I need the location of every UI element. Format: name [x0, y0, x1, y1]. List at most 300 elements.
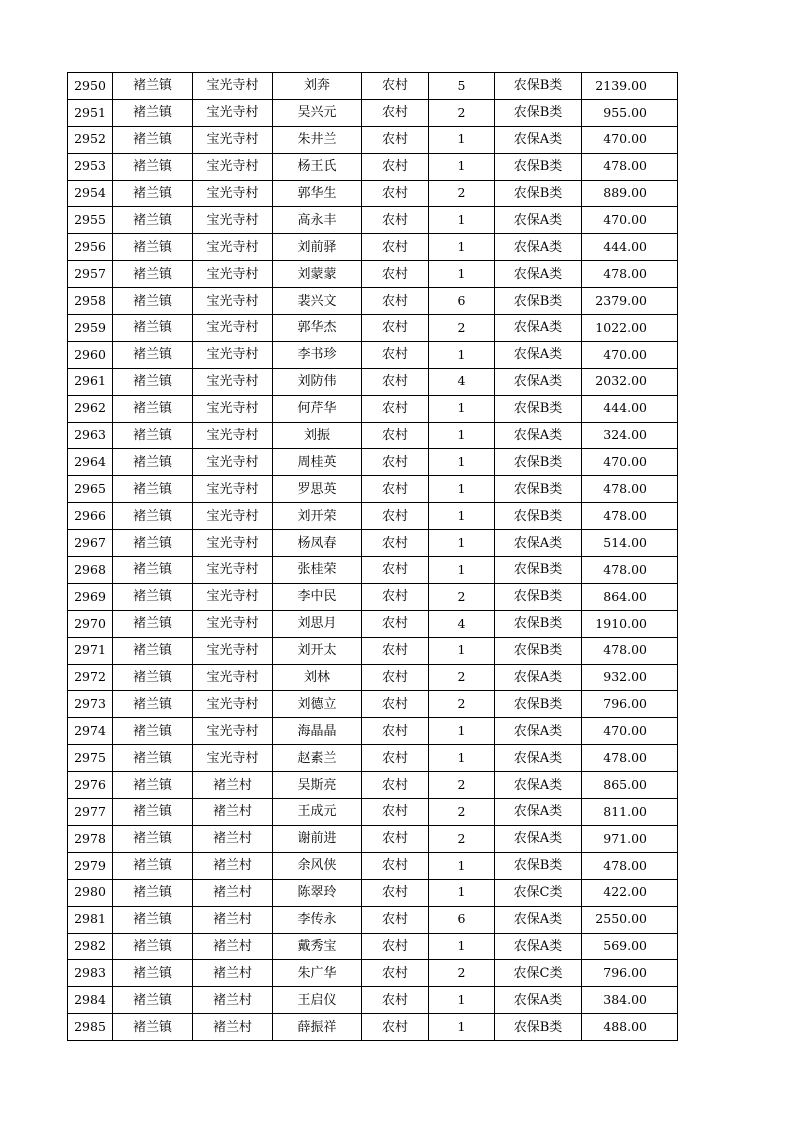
row-number: 2978 [68, 825, 113, 852]
table-row [68, 691, 678, 718]
town-cell: 褚兰镇 [113, 422, 193, 449]
village-cell: 宝光寺村 [193, 503, 273, 530]
category-cell: 农保B类 [495, 99, 582, 126]
table-row [68, 960, 678, 987]
member-count-cell: 1 [429, 852, 495, 879]
town-cell: 褚兰镇 [113, 933, 193, 960]
row-number: 2968 [68, 557, 113, 584]
row-number: 2972 [68, 664, 113, 691]
table-row [68, 476, 678, 503]
household-type-cell: 农村 [362, 153, 429, 180]
town-cell: 褚兰镇 [113, 960, 193, 987]
member-count-cell: 2 [429, 583, 495, 610]
village-cell: 宝光寺村 [193, 180, 273, 207]
row-number: 2980 [68, 879, 113, 906]
member-count-cell: 2 [429, 799, 495, 826]
amount-cell: 444.00 [582, 395, 678, 422]
table-row [68, 503, 678, 530]
table-row [68, 395, 678, 422]
name-cell: 刘蒙蒙 [273, 261, 362, 288]
amount-cell: 478.00 [582, 261, 678, 288]
amount-cell: 470.00 [582, 341, 678, 368]
category-cell: 农保C类 [495, 879, 582, 906]
row-number: 2953 [68, 153, 113, 180]
household-type-cell: 农村 [362, 637, 429, 664]
town-cell: 褚兰镇 [113, 395, 193, 422]
member-count-cell: 1 [429, 449, 495, 476]
village-cell: 宝光寺村 [193, 288, 273, 315]
name-cell: 周桂英 [273, 449, 362, 476]
row-number: 2985 [68, 1014, 113, 1041]
village-cell: 褚兰村 [193, 825, 273, 852]
member-count-cell: 2 [429, 772, 495, 799]
household-type-cell: 农村 [362, 395, 429, 422]
member-count-cell: 1 [429, 126, 495, 153]
town-cell: 褚兰镇 [113, 557, 193, 584]
household-type-cell: 农村 [362, 422, 429, 449]
name-cell: 刘林 [273, 664, 362, 691]
name-cell: 王成元 [273, 799, 362, 826]
category-cell: 农保B类 [495, 288, 582, 315]
household-type-cell: 农村 [362, 476, 429, 503]
amount-cell: 470.00 [582, 126, 678, 153]
member-count-cell: 1 [429, 879, 495, 906]
table-row [68, 799, 678, 826]
amount-cell: 514.00 [582, 530, 678, 557]
table-row [68, 207, 678, 234]
amount-cell: 422.00 [582, 879, 678, 906]
village-cell: 宝光寺村 [193, 207, 273, 234]
household-type-cell: 农村 [362, 368, 429, 395]
town-cell: 褚兰镇 [113, 368, 193, 395]
table-row [68, 315, 678, 342]
village-cell: 褚兰村 [193, 1014, 273, 1041]
household-type-cell: 农村 [362, 745, 429, 772]
table-row [68, 153, 678, 180]
village-cell: 宝光寺村 [193, 530, 273, 557]
category-cell: 农保A类 [495, 825, 582, 852]
village-cell: 褚兰村 [193, 906, 273, 933]
town-cell: 褚兰镇 [113, 341, 193, 368]
table-row [68, 73, 678, 100]
town-cell: 褚兰镇 [113, 99, 193, 126]
row-number: 2963 [68, 422, 113, 449]
village-cell: 褚兰村 [193, 879, 273, 906]
village-cell: 宝光寺村 [193, 422, 273, 449]
member-count-cell: 1 [429, 341, 495, 368]
member-count-cell: 6 [429, 288, 495, 315]
table-row [68, 987, 678, 1014]
member-count-cell: 2 [429, 960, 495, 987]
row-number: 2966 [68, 503, 113, 530]
records-body [68, 73, 678, 1041]
category-cell: 农保B类 [495, 691, 582, 718]
town-cell: 褚兰镇 [113, 718, 193, 745]
amount-cell: 865.00 [582, 772, 678, 799]
name-cell: 海晶晶 [273, 718, 362, 745]
amount-cell: 2139.00 [582, 73, 678, 100]
member-count-cell: 1 [429, 1014, 495, 1041]
table-row [68, 637, 678, 664]
household-type-cell: 农村 [362, 449, 429, 476]
amount-cell: 470.00 [582, 449, 678, 476]
name-cell: 罗思英 [273, 476, 362, 503]
name-cell: 刘开太 [273, 637, 362, 664]
category-cell: 农保A类 [495, 368, 582, 395]
member-count-cell: 1 [429, 637, 495, 664]
town-cell: 褚兰镇 [113, 987, 193, 1014]
member-count-cell: 1 [429, 422, 495, 449]
row-number: 2957 [68, 261, 113, 288]
amount-cell: 1910.00 [582, 610, 678, 637]
category-cell: 农保B类 [495, 449, 582, 476]
amount-cell: 2032.00 [582, 368, 678, 395]
row-number: 2977 [68, 799, 113, 826]
row-number: 2965 [68, 476, 113, 503]
household-type-cell: 农村 [362, 799, 429, 826]
row-number: 2984 [68, 987, 113, 1014]
name-cell: 朱井兰 [273, 126, 362, 153]
amount-cell: 478.00 [582, 637, 678, 664]
table-row [68, 449, 678, 476]
amount-cell: 478.00 [582, 557, 678, 584]
member-count-cell: 6 [429, 906, 495, 933]
name-cell: 高永丰 [273, 207, 362, 234]
row-number: 2982 [68, 933, 113, 960]
name-cell: 李书珍 [273, 341, 362, 368]
row-number: 2973 [68, 691, 113, 718]
row-number: 2950 [68, 73, 113, 100]
table-row [68, 583, 678, 610]
town-cell: 褚兰镇 [113, 637, 193, 664]
amount-cell: 478.00 [582, 852, 678, 879]
row-number: 2975 [68, 745, 113, 772]
town-cell: 褚兰镇 [113, 476, 193, 503]
category-cell: 农保A类 [495, 315, 582, 342]
town-cell: 褚兰镇 [113, 126, 193, 153]
table-row [68, 825, 678, 852]
row-number: 2962 [68, 395, 113, 422]
village-cell: 宝光寺村 [193, 449, 273, 476]
amount-cell: 470.00 [582, 207, 678, 234]
row-number: 2961 [68, 368, 113, 395]
village-cell: 宝光寺村 [193, 234, 273, 261]
name-cell: 裴兴文 [273, 288, 362, 315]
name-cell: 郭华杰 [273, 315, 362, 342]
table-row [68, 1014, 678, 1041]
amount-cell: 811.00 [582, 799, 678, 826]
amount-cell: 889.00 [582, 180, 678, 207]
row-number: 2964 [68, 449, 113, 476]
table-row [68, 718, 678, 745]
name-cell: 戴秀宝 [273, 933, 362, 960]
village-cell: 宝光寺村 [193, 341, 273, 368]
household-type-cell: 农村 [362, 987, 429, 1014]
amount-cell: 2379.00 [582, 288, 678, 315]
village-cell: 褚兰村 [193, 933, 273, 960]
household-type-cell: 农村 [362, 583, 429, 610]
town-cell: 褚兰镇 [113, 315, 193, 342]
household-type-cell: 农村 [362, 933, 429, 960]
category-cell: 农保B类 [495, 476, 582, 503]
row-number: 2969 [68, 583, 113, 610]
town-cell: 褚兰镇 [113, 153, 193, 180]
amount-cell: 324.00 [582, 422, 678, 449]
name-cell: 郭华生 [273, 180, 362, 207]
member-count-cell: 4 [429, 610, 495, 637]
category-cell: 农保A类 [495, 530, 582, 557]
category-cell: 农保A类 [495, 933, 582, 960]
village-cell: 宝光寺村 [193, 583, 273, 610]
amount-cell: 569.00 [582, 933, 678, 960]
town-cell: 褚兰镇 [113, 799, 193, 826]
town-cell: 褚兰镇 [113, 906, 193, 933]
village-cell: 宝光寺村 [193, 153, 273, 180]
name-cell: 朱广华 [273, 960, 362, 987]
table-row [68, 99, 678, 126]
category-cell: 农保B类 [495, 153, 582, 180]
category-cell: 农保A类 [495, 745, 582, 772]
member-count-cell: 2 [429, 180, 495, 207]
member-count-cell: 4 [429, 368, 495, 395]
household-type-cell: 农村 [362, 207, 429, 234]
category-cell: 农保B类 [495, 503, 582, 530]
row-number: 2983 [68, 960, 113, 987]
table-row [68, 557, 678, 584]
household-type-cell: 农村 [362, 73, 429, 100]
amount-cell: 488.00 [582, 1014, 678, 1041]
village-cell: 宝光寺村 [193, 73, 273, 100]
records-table [67, 72, 678, 1041]
table-row [68, 288, 678, 315]
member-count-cell: 2 [429, 664, 495, 691]
village-cell: 宝光寺村 [193, 557, 273, 584]
row-number: 2951 [68, 99, 113, 126]
name-cell: 刘德立 [273, 691, 362, 718]
category-cell: 农保B类 [495, 610, 582, 637]
town-cell: 褚兰镇 [113, 745, 193, 772]
name-cell: 吴斯亮 [273, 772, 362, 799]
member-count-cell: 1 [429, 933, 495, 960]
household-type-cell: 农村 [362, 610, 429, 637]
row-number: 2959 [68, 315, 113, 342]
village-cell: 宝光寺村 [193, 261, 273, 288]
village-cell: 褚兰村 [193, 799, 273, 826]
household-type-cell: 农村 [362, 99, 429, 126]
amount-cell: 444.00 [582, 234, 678, 261]
row-number: 2955 [68, 207, 113, 234]
village-cell: 褚兰村 [193, 987, 273, 1014]
table-row [68, 745, 678, 772]
category-cell: 农保A类 [495, 234, 582, 261]
table-row [68, 341, 678, 368]
village-cell: 褚兰村 [193, 772, 273, 799]
household-type-cell: 农村 [362, 825, 429, 852]
member-count-cell: 1 [429, 987, 495, 1014]
member-count-cell: 2 [429, 691, 495, 718]
household-type-cell: 农村 [362, 960, 429, 987]
amount-cell: 2550.00 [582, 906, 678, 933]
household-type-cell: 农村 [362, 341, 429, 368]
category-cell: 农保A类 [495, 422, 582, 449]
row-number: 2971 [68, 637, 113, 664]
category-cell: 农保A类 [495, 207, 582, 234]
row-number: 2974 [68, 718, 113, 745]
town-cell: 褚兰镇 [113, 1014, 193, 1041]
name-cell: 余风侠 [273, 852, 362, 879]
household-type-cell: 农村 [362, 691, 429, 718]
category-cell: 农保A类 [495, 664, 582, 691]
amount-cell: 796.00 [582, 691, 678, 718]
category-cell: 农保A类 [495, 987, 582, 1014]
row-number: 2981 [68, 906, 113, 933]
household-type-cell: 农村 [362, 315, 429, 342]
town-cell: 褚兰镇 [113, 288, 193, 315]
village-cell: 宝光寺村 [193, 664, 273, 691]
member-count-cell: 1 [429, 557, 495, 584]
village-cell: 宝光寺村 [193, 126, 273, 153]
village-cell: 宝光寺村 [193, 476, 273, 503]
table-row [68, 261, 678, 288]
row-number: 2967 [68, 530, 113, 557]
household-type-cell: 农村 [362, 772, 429, 799]
town-cell: 褚兰镇 [113, 261, 193, 288]
table-row [68, 530, 678, 557]
town-cell: 褚兰镇 [113, 825, 193, 852]
town-cell: 褚兰镇 [113, 772, 193, 799]
table-row [68, 422, 678, 449]
name-cell: 刘振 [273, 422, 362, 449]
town-cell: 褚兰镇 [113, 180, 193, 207]
amount-cell: 384.00 [582, 987, 678, 1014]
table-row [68, 664, 678, 691]
household-type-cell: 农村 [362, 234, 429, 261]
household-type-cell: 农村 [362, 718, 429, 745]
household-type-cell: 农村 [362, 557, 429, 584]
member-count-cell: 1 [429, 530, 495, 557]
row-number: 2958 [68, 288, 113, 315]
row-number: 2954 [68, 180, 113, 207]
member-count-cell: 1 [429, 207, 495, 234]
name-cell: 杨王氏 [273, 153, 362, 180]
village-cell: 宝光寺村 [193, 395, 273, 422]
category-cell: 农保B类 [495, 73, 582, 100]
category-cell: 农保B类 [495, 583, 582, 610]
town-cell: 褚兰镇 [113, 879, 193, 906]
amount-cell: 478.00 [582, 153, 678, 180]
name-cell: 刘思月 [273, 610, 362, 637]
table-row [68, 879, 678, 906]
village-cell: 褚兰村 [193, 852, 273, 879]
category-cell: 农保B类 [495, 180, 582, 207]
member-count-cell: 2 [429, 315, 495, 342]
household-type-cell: 农村 [362, 503, 429, 530]
name-cell: 李传永 [273, 906, 362, 933]
village-cell: 宝光寺村 [193, 368, 273, 395]
village-cell: 宝光寺村 [193, 745, 273, 772]
name-cell: 陈翠玲 [273, 879, 362, 906]
name-cell: 谢前进 [273, 825, 362, 852]
household-type-cell: 农村 [362, 1014, 429, 1041]
category-cell: 农保A类 [495, 772, 582, 799]
name-cell: 赵素兰 [273, 745, 362, 772]
table-row [68, 234, 678, 261]
amount-cell: 478.00 [582, 503, 678, 530]
name-cell: 杨凤春 [273, 530, 362, 557]
member-count-cell: 1 [429, 395, 495, 422]
village-cell: 褚兰村 [193, 960, 273, 987]
town-cell: 褚兰镇 [113, 449, 193, 476]
table-row [68, 368, 678, 395]
name-cell: 王启仪 [273, 987, 362, 1014]
member-count-cell: 1 [429, 718, 495, 745]
category-cell: 农保B类 [495, 637, 582, 664]
household-type-cell: 农村 [362, 852, 429, 879]
table-row [68, 772, 678, 799]
name-cell: 吴兴元 [273, 99, 362, 126]
member-count-cell: 1 [429, 745, 495, 772]
town-cell: 褚兰镇 [113, 852, 193, 879]
household-type-cell: 农村 [362, 879, 429, 906]
row-number: 2976 [68, 772, 113, 799]
name-cell: 张桂荣 [273, 557, 362, 584]
name-cell: 李中民 [273, 583, 362, 610]
amount-cell: 478.00 [582, 476, 678, 503]
member-count-cell: 1 [429, 503, 495, 530]
member-count-cell: 2 [429, 99, 495, 126]
category-cell: 农保C类 [495, 960, 582, 987]
town-cell: 褚兰镇 [113, 691, 193, 718]
member-count-cell: 1 [429, 476, 495, 503]
row-number: 2970 [68, 610, 113, 637]
household-type-cell: 农村 [362, 126, 429, 153]
village-cell: 宝光寺村 [193, 99, 273, 126]
village-cell: 宝光寺村 [193, 315, 273, 342]
amount-cell: 478.00 [582, 745, 678, 772]
amount-cell: 796.00 [582, 960, 678, 987]
table-row [68, 933, 678, 960]
row-number: 2979 [68, 852, 113, 879]
town-cell: 褚兰镇 [113, 530, 193, 557]
village-cell: 宝光寺村 [193, 691, 273, 718]
row-number: 2952 [68, 126, 113, 153]
member-count-cell: 1 [429, 234, 495, 261]
town-cell: 褚兰镇 [113, 664, 193, 691]
amount-cell: 864.00 [582, 583, 678, 610]
name-cell: 刘开荣 [273, 503, 362, 530]
town-cell: 褚兰镇 [113, 583, 193, 610]
amount-cell: 955.00 [582, 99, 678, 126]
table-row [68, 126, 678, 153]
table-row [68, 852, 678, 879]
town-cell: 褚兰镇 [113, 610, 193, 637]
member-count-cell: 5 [429, 73, 495, 100]
member-count-cell: 1 [429, 261, 495, 288]
household-type-cell: 农村 [362, 906, 429, 933]
member-count-cell: 2 [429, 825, 495, 852]
household-type-cell: 农村 [362, 261, 429, 288]
category-cell: 农保B类 [495, 1014, 582, 1041]
table-row [68, 610, 678, 637]
table-row [68, 906, 678, 933]
category-cell: 农保A类 [495, 906, 582, 933]
category-cell: 农保A类 [495, 341, 582, 368]
name-cell: 刘奔 [273, 73, 362, 100]
amount-cell: 470.00 [582, 718, 678, 745]
category-cell: 农保A类 [495, 718, 582, 745]
category-cell: 农保A类 [495, 261, 582, 288]
village-cell: 宝光寺村 [193, 610, 273, 637]
